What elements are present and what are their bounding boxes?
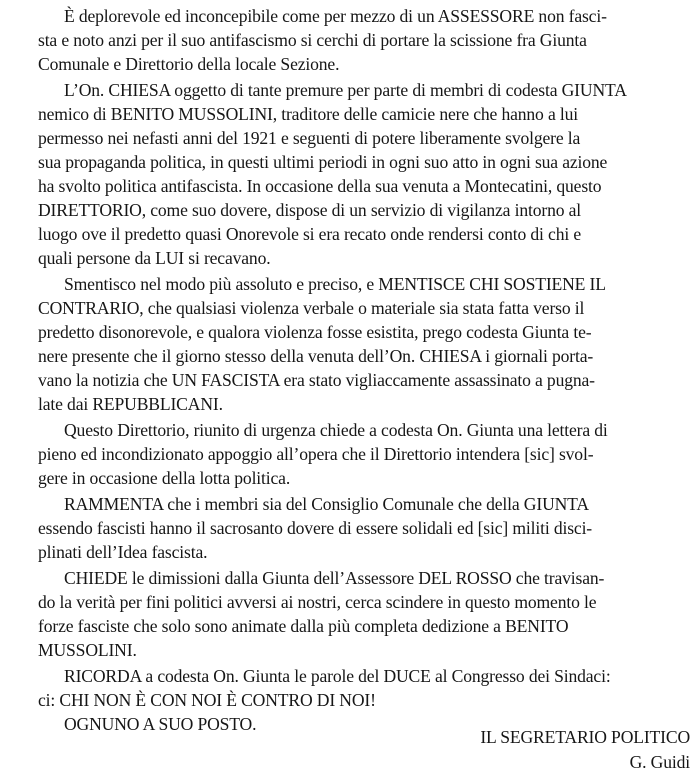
letter-line-17: late dai REPUBBLICANI. (38, 394, 223, 414)
letter-line-27: MUSSOLINI. (38, 640, 137, 660)
letter-line-9: DIRETTORIO, come suo dovere, dispose di un servizio di vigilanza intorno al (38, 200, 582, 220)
letter-line-15: nere presente che il giorno stesso della venuta dell’On. CHIESA i giornali porta- (38, 346, 594, 366)
letter-line-2: sta e noto anzi per il suo antifascismo si cerchi di portare la scissione fra Giunta (38, 30, 587, 50)
letter-line-10: luogo ove il predetto quasi Onorevole si era recato onde rendersi conto di chi e (38, 224, 581, 244)
letter-line-26: forze fasciste che solo sono animate dalla più completa dedizione a BENITO (38, 616, 569, 636)
letter-line-5: nemico di BENITO MUSSOLINI, traditore delle camicie nere che hanno a lui (38, 104, 578, 124)
letter-line-14: predetto disonorevole, e qualora violenza fosse esistita, prego codesta Giunta te- (38, 322, 592, 342)
signature-name: G. Guidi (629, 752, 690, 772)
letter-line-3: Comunale e Direttorio della locale Sezione. (38, 54, 340, 74)
letter-line-12: Smentisco nel modo più assoluto e preciso, e MENTISCE CHI SOSTIENE IL (64, 274, 606, 294)
letter-line-7: sua propaganda politica, in questi ultimi periodi in ogni suo atto in ogni sua azione (38, 152, 608, 172)
letter-line-30: OGNUNO A SUO POSTO. (64, 714, 257, 734)
letter-line-16: vano la notizia che UN FASCISTA era stato vigliaccamente assassinato a pugna- (38, 370, 595, 390)
letter-line-8: ha svolto politica antifascista. In occasione della sua venuta a Montecatini, questo (38, 176, 602, 196)
letter-line-6: permesso nei nefasti anni del 1921 e seguenti di potere liberamente svolgere la (38, 128, 581, 148)
letter-line-1: È deplorevole ed inconcepibile come per mezzo di un ASSESSORE non fasci- (64, 6, 607, 26)
signature-title: IL SEGRETARIO POLITICO (480, 727, 690, 747)
letter-line-25: do la verità per fini politici avversi ai nostri, cerca scindere in questo momento le (38, 592, 597, 612)
letter-line-22: essendo fascisti hanno il sacrosanto dovere di essere solidali ed [sic] militi disci- (38, 518, 593, 538)
letter-line-24: CHIEDE le dimissioni dalla Giunta dell’Assessore DEL ROSSO che travisan- (64, 568, 605, 588)
letter-line-4: L’On. CHIESA oggetto di tante premure per parte di membri di codesta GIUNTA (64, 80, 627, 100)
letter-line-20: gere in occasione della lotta politica. (38, 468, 291, 488)
letter-line-13: CONTRARIO, che qualsiasi violenza verbale o materiale sia stata fatta verso il (38, 298, 585, 318)
letter-line-18: Questo Direttorio, riunito di urgenza chiede a codesta On. Giunta una lettera di (64, 420, 608, 440)
letter-line-23: plinati dell’Idea fascista. (38, 542, 208, 562)
letter-line-29: ci: CHI NON È CON NOI È CONTRO DI NOI! (38, 690, 376, 710)
letter-line-11: quali persone da LUI si recavano. (38, 248, 271, 268)
letter-line-28: RICORDA a codesta On. Giunta le parole del DUCE al Congresso dei Sindaci: (64, 666, 611, 686)
letter-line-21: RAMMENTA che i membri sia del Consiglio Comunale che della GIUNTA (64, 494, 589, 514)
letter-line-19: pieno ed incondizionato appoggio all’opera che il Direttorio intendera [sic] svol- (38, 444, 594, 464)
